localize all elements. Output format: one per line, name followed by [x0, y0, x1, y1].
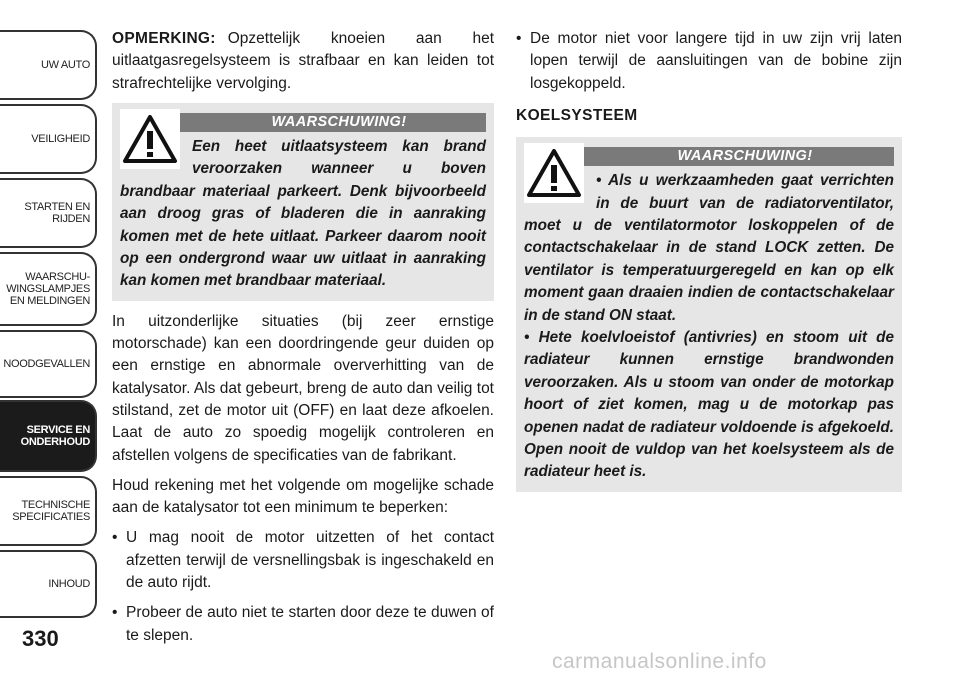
tab-label: STARTEN EN RIJDEN: [24, 201, 90, 225]
section-title: KOELSYSTEEM: [516, 106, 638, 124]
warning-title: WAARSCHUWING!: [120, 113, 486, 132]
warning-box-exhaust: [112, 103, 494, 301]
tab-service-en-onderhoud[interactable]: [0, 400, 97, 472]
tab-uw-auto[interactable]: [0, 30, 97, 100]
warning-title: WAARSCHUWING!: [524, 147, 894, 166]
warning-box-cooling: [516, 137, 902, 492]
tab-label: VEILIGHEID: [31, 133, 90, 145]
warning-body: • Hete koelvloeistof (antivries) en stoom uit de radiateur kunnen ernstige brandwonden veroorzaken. Als u stoom van onder de motorkap hoort of ziet komen, mag u de motorkap pas openen nadat de radiateur voldoende is afgekoeld. Open nooit de vuldop van het koelsysteem als de radiateur heet is.: [524, 329, 894, 481]
watermark: carmanualsonline.info: [552, 650, 767, 673]
note-paragraph: [112, 28, 494, 95]
tab-label: TECHNISCHE SPECIFICATIES: [12, 499, 90, 523]
body-paragraph: In uitzonderlijke situaties (bij zeer ernstige motorschade) kan een doordringende geur duiden op een ernstige en abnormale oververhitting van de katalysator. Als dat gebeurt, breng de auto dan veilig tot stilstand, zet de motor uit (OFF) en laat deze afkoelen. Laat de auto zo spoedig mogelijk controleren en afstellen volgens de specificaties van de fabrikant.: [112, 312, 494, 464]
tab-label: WAARSCHU- WINGSLAMPJES EN MELDINGEN: [6, 271, 90, 307]
tab-label: NOODGEVALLEN: [3, 358, 90, 370]
body-paragraph: Houd rekening met het volgende om mogelijke schade aan de katalysator tot een minimum te beperken:: [112, 476, 494, 517]
right-column: [516, 28, 902, 502]
tab-veiligheid[interactable]: [0, 104, 97, 174]
bullet-list: [112, 527, 494, 646]
note-label: OPMERKING:: [112, 30, 216, 47]
tab-label: UW AUTO: [40, 59, 90, 71]
page-number: 330: [22, 626, 59, 651]
list-item: • U mag nooit de motor uitzetten of het contact afzetten terwijl de versnellingsbak is ingeschakeld en de auto rijdt.: [112, 527, 494, 594]
warning-body: Een heet uitlaatsysteem kan brand veroorzaken wanneer u boven brandbaar materiaal parkeert. Denk bijvoorbeeld aan droog gras of bladeren die in aanraking komen met de hete uitlaat. Parkeer daarom nooit op een ondergrond waar uw uitlaat in aanraking kan komen met brandbaar materiaal.: [120, 137, 486, 290]
note-text: Opzettelijk knoeien aan het uitlaatgasregelsysteem is strafbaar en kan leiden tot strafrechtelijke vervolging.: [112, 30, 494, 92]
warning-triangle-icon: [524, 143, 584, 203]
warning-body: • Als u werkzaamheden gaat verrichten in de buurt van de radiatorventilator, moet u de ventilatormotor loskoppelen of de contactschakelaar in de stand LOCK zetten. De ventilator is temperatuurgeregeld en kan op elk moment gaan draaien indien de contactschakelaar in de stand ON staat.: [524, 172, 894, 324]
tab-noodgevallen[interactable]: [0, 330, 97, 398]
tab-waarschuwingslampjes[interactable]: [0, 252, 97, 326]
tab-label: SERVICE EN ONDERHOUD: [20, 424, 90, 448]
list-item: • De motor niet voor langere tijd in uw zijn vrij laten lopen terwijl de aansluitingen van de bobine zijn losgekoppeld.: [516, 28, 902, 95]
bullet-list: [516, 28, 902, 95]
tab-technische-specificaties[interactable]: [0, 476, 97, 546]
tab-label: INHOUD: [48, 578, 90, 590]
chapter-tabs: [0, 0, 100, 678]
left-column: [112, 28, 494, 655]
list-item: • Probeer de auto niet te starten door deze te duwen of te slepen.: [112, 602, 494, 647]
tab-starten-en-rijden[interactable]: [0, 178, 97, 248]
warning-triangle-icon: [120, 109, 180, 169]
tab-inhoud[interactable]: [0, 550, 97, 618]
